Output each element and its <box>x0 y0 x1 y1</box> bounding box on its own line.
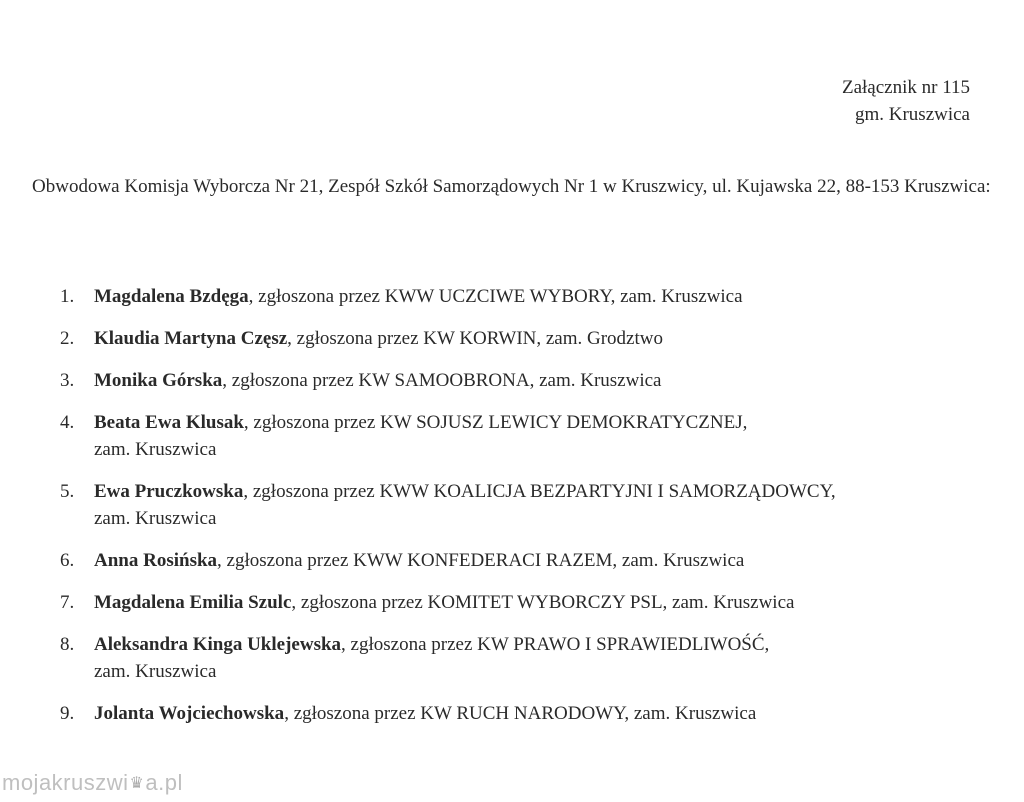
member-name: Anna Rosińska <box>94 550 218 571</box>
list-item <box>60 631 980 685</box>
list-item <box>60 367 980 394</box>
list-item <box>60 283 980 310</box>
list-item <box>60 325 980 352</box>
member-details: , zgłoszona przez KWW KONFEDERACI RAZEM, zam. Kruszwica <box>217 550 745 571</box>
member-residence: zam. Kruszwica <box>94 508 217 529</box>
member-details: , zgłoszona przez KWW KOALICJA BEZPARTYJNI I SAMORZĄDOWCY, <box>243 481 836 502</box>
member-details: , zgłoszona przez KWW UCZCIWE WYBORY, zam. Kruszwica <box>248 286 743 307</box>
item-number: 5. <box>60 481 75 502</box>
member-details: , zgłoszona przez KW RUCH NARODOWY, zam. Kruszwica <box>284 703 757 724</box>
member-details: , zgłoszona przez KW SAMOOBRONA, zam. Kruszwica <box>222 370 662 391</box>
item-number: 8. <box>60 634 75 655</box>
member-name: Beata Ewa Klusak <box>94 412 244 433</box>
list-item <box>60 409 980 463</box>
attachment-header <box>842 74 970 128</box>
member-details: , zgłoszona przez KW PRAWO I SPRAWIEDLIWOŚĆ, <box>341 634 770 655</box>
site-watermark <box>2 770 183 796</box>
member-details: , zgłoszona przez KW SOJUSZ LEWICY DEMOKRATYCZNEJ, <box>243 412 748 433</box>
member-name: Aleksandra Kinga Uklejewska <box>94 634 342 655</box>
item-number: 9. <box>60 703 75 724</box>
member-name: Monika Górska <box>94 370 223 391</box>
attachment-number: Załącznik nr 115 <box>841 77 970 98</box>
commission-description: Obwodowa Komisja Wyborcza Nr 21, Zespół Szkół Samorządowych Nr 1 w Kruszwicy, ul. Kujawska 22, 88-153 Kruszwica: <box>32 176 991 197</box>
list-item <box>60 589 980 616</box>
list-item <box>60 547 980 574</box>
member-name: Jolanta Wojciechowska <box>94 703 285 724</box>
member-details: , zgłoszona przez KW KORWIN, zam. Grodztwo <box>287 328 663 349</box>
item-number: 2. <box>60 328 75 349</box>
member-name: Klaudia Martyna Częsz <box>94 328 288 349</box>
member-details: , zgłoszona przez KOMITET WYBORCZY PSL, zam. Kruszwica <box>291 592 795 613</box>
watermark-text-left: mojakruszwi <box>2 770 129 795</box>
item-number: 3. <box>60 370 75 391</box>
list-item <box>60 478 980 532</box>
member-name: Magdalena Emilia Szulc <box>94 592 292 613</box>
watermark-text-right: a.pl <box>145 770 183 795</box>
item-number: 7. <box>60 592 75 613</box>
municipality: gm. Kruszwica <box>854 104 970 125</box>
member-residence: zam. Kruszwica <box>94 439 217 460</box>
item-number: 6. <box>60 550 75 571</box>
member-list <box>60 283 980 742</box>
member-residence: zam. Kruszwica <box>94 661 217 682</box>
item-number: 1. <box>60 286 75 307</box>
list-item <box>60 700 980 727</box>
member-name: Ewa Pruczkowska <box>94 481 244 502</box>
item-number: 4. <box>60 412 75 433</box>
crown-icon: ♛ <box>129 775 145 792</box>
member-name: Magdalena Bzdęga <box>94 286 249 307</box>
